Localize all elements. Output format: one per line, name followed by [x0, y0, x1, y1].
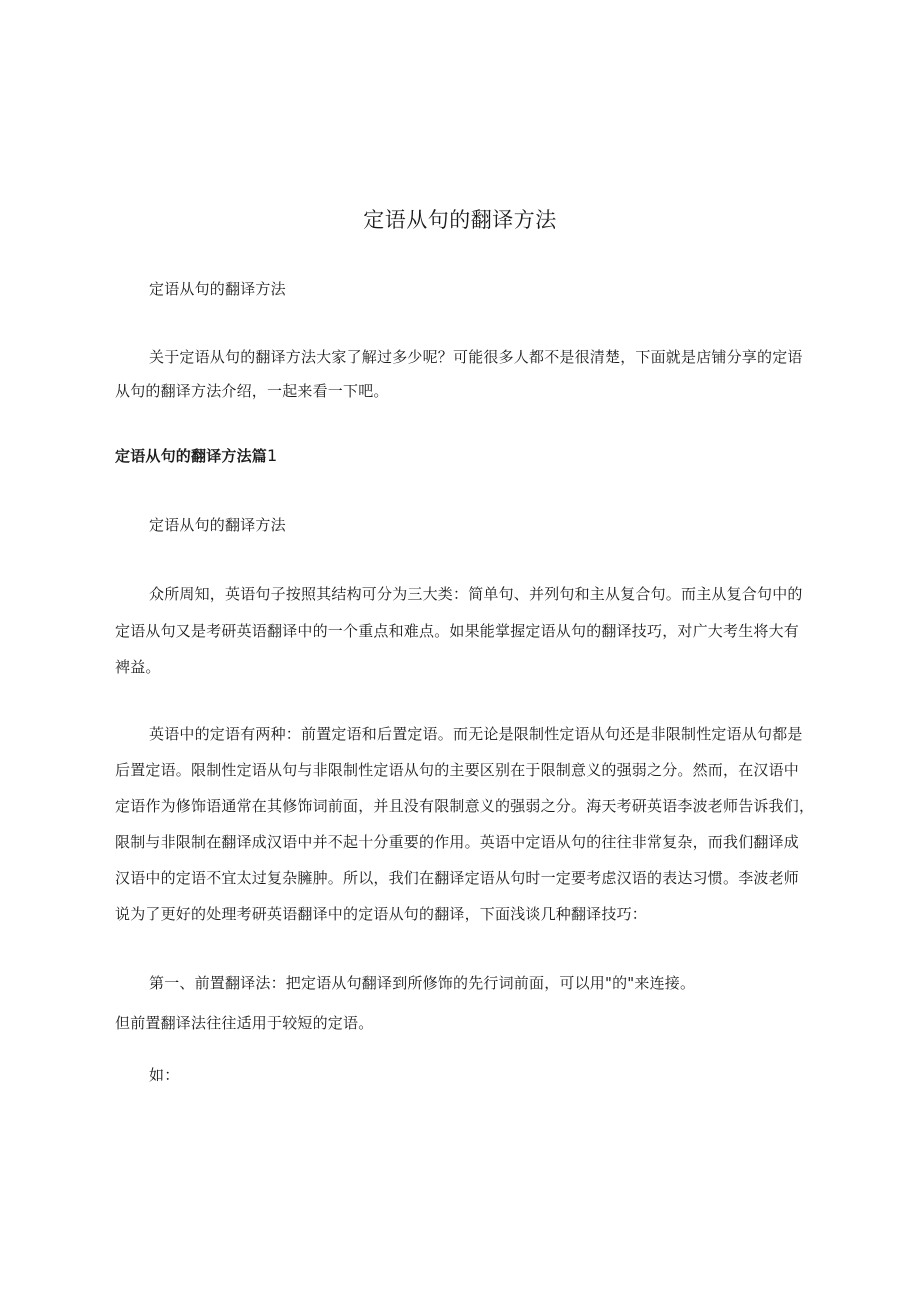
paragraph-2-line-6: 说为了更好的处理考研英语翻译中的定语从句的翻译，下面浅谈几种翻译技巧：	[115, 905, 648, 923]
document-title: 定语从句的翻译方法	[363, 208, 557, 232]
paragraph-1-line-3: 裨益。	[115, 658, 161, 676]
intro-line-2: 从句的翻译方法介绍，一起来看一下吧。	[115, 382, 389, 400]
paragraph-2-line-4: 限制与非限制在翻译成汉语中并不起十分重要的作用。英语中定语从句的往往非常复杂，而我们翻译成	[115, 833, 800, 851]
paragraph-3-line-2: 但前置翻译法往往适用于较短的定语。	[115, 1014, 374, 1032]
paragraph-2-line-2: 后置定语。限制性定语从句与非限制性定语从句的主要区别在于限制意义的强弱之分。然而，在汉语中	[115, 761, 800, 779]
intro-line-1: 关于定语从句的翻译方法大家了解过多少呢？可能很多人都不是很清楚，下面就是店铺分享的定语	[149, 348, 803, 366]
section-heading-text: 定语从句的翻译方法篇	[115, 447, 268, 465]
section-heading-number: 1	[267, 446, 278, 465]
paragraph-2-line-5: 汉语中的定语不宜太过复杂臃肿。所以，我们在翻译定语从句时一定要考虑汉语的表达习惯。李波老师	[115, 869, 800, 887]
section-subtitle: 定语从句的翻译方法	[149, 516, 286, 534]
paragraph-3-line-1: 第一、前置翻译法：把定语从句翻译到所修饰的先行词前面，可以用"的"来连接。	[149, 974, 696, 992]
paragraph-1-line-1: 众所周知，英语句子按照其结构可分为三大类：简单句、并列句和主从复合句。而主从复合句中的	[149, 585, 803, 603]
subtitle: 定语从句的翻译方法	[149, 280, 286, 298]
paragraph-1-line-2: 定语从句又是考研英语翻译中的一个重点和难点。如果能掌握定语从句的翻译技巧，对广大考生将大有	[115, 622, 800, 640]
section-heading	[115, 445, 277, 466]
paragraph-4: 如：	[149, 1066, 180, 1084]
paragraph-2-line-1: 英语中的定语有两种：前置定语和后置定语。而无论是限制性定语从句还是非限制性定语从句都是	[149, 725, 803, 743]
paragraph-2-line-3: 定语作为修饰语通常在其修饰词前面，并且没有限制意义的强弱之分。海天考研英语李波老师告诉我们，	[115, 797, 815, 815]
